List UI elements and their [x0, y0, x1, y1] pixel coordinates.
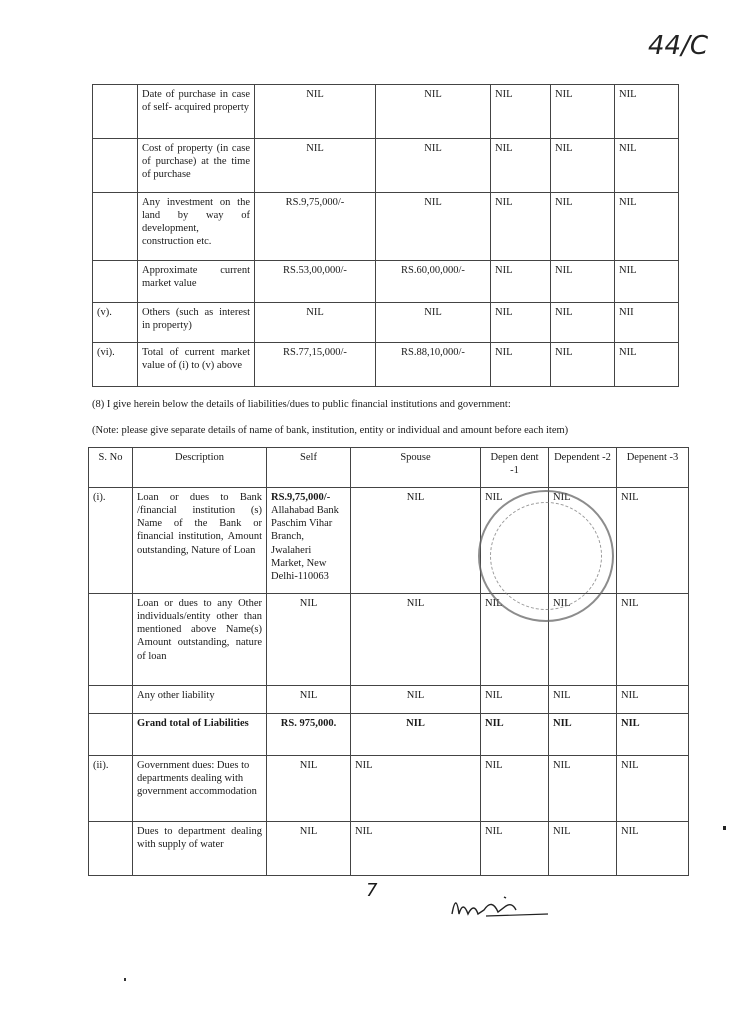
row-dependent-2: NIL: [549, 714, 617, 756]
row-dependent-2: NIL: [551, 193, 615, 261]
liabilities-table: [88, 447, 689, 876]
row-spouse: NIL: [351, 594, 481, 686]
row-sno: (i).: [89, 488, 133, 594]
row-description: Cost of property (in case of purchase) at the time of purchase: [138, 139, 255, 193]
table-row: [93, 303, 679, 343]
row-self: RS.53,00,000/-: [255, 261, 376, 303]
row-dependent-3: NIL: [615, 193, 679, 261]
row-dependent-3: NIL: [617, 594, 689, 686]
row-self: NIL: [267, 686, 351, 714]
row-dependent-3: NIL: [617, 822, 689, 876]
grand-total-row: [89, 714, 689, 756]
row-description: Date of purchase in case of self- acquired property: [138, 85, 255, 139]
header-spouse: Spouse: [351, 448, 481, 488]
table-row: [93, 343, 679, 387]
row-spouse: NIL: [376, 139, 491, 193]
row-dependent-3: NIL: [615, 85, 679, 139]
table-row: [93, 193, 679, 261]
row-self: NIL: [255, 139, 376, 193]
table-row: [93, 261, 679, 303]
row-dependent-1: NIL: [491, 193, 551, 261]
row-dependent-2: NIL: [549, 686, 617, 714]
row-sno: (ii).: [89, 756, 133, 822]
row-dependent-3: NIL: [617, 714, 689, 756]
header-dependent-1: Depen dent -1: [481, 448, 549, 488]
row-dependent-1: NIL: [481, 488, 549, 594]
row-dependent-1: NIL: [491, 343, 551, 387]
header-dependent-3: Depenent -3: [617, 448, 689, 488]
row-sno: [93, 85, 138, 139]
row-dependent-2: NIL: [549, 822, 617, 876]
row-self: RS.77,15,000/-: [255, 343, 376, 387]
assets-table: [92, 84, 679, 387]
row-dependent-1: NIL: [481, 822, 549, 876]
signature-underline: [486, 914, 548, 916]
row-description: Any other liability: [133, 686, 267, 714]
row-spouse: NIL: [351, 756, 481, 822]
signature: [448, 888, 553, 928]
row-dependent-2: NIL: [551, 303, 615, 343]
row-self: NIL: [255, 85, 376, 139]
table-header-row: [89, 448, 689, 488]
row-self: NIL: [267, 822, 351, 876]
row-self: NIL: [267, 756, 351, 822]
row-dependent-1: NIL: [491, 139, 551, 193]
row-dependent-3: NIL: [615, 139, 679, 193]
row-sno: [89, 686, 133, 714]
table-row: [89, 594, 689, 686]
row-self: NIL: [267, 594, 351, 686]
table-row: [89, 822, 689, 876]
row-dependent-2: NIL: [549, 594, 617, 686]
liabilities-intro: (8) I give herein below the details of liabilities/dues to public financial institutions and government:: [92, 399, 511, 410]
signature-stroke: [452, 903, 516, 914]
row-dependent-1: NIL: [491, 261, 551, 303]
row-self: NIL: [255, 303, 376, 343]
row-dependent-1: NIL: [491, 85, 551, 139]
row-self: RS. 975,000.: [267, 714, 351, 756]
row-spouse: NIL: [351, 714, 481, 756]
row-sno: (vi).: [93, 343, 138, 387]
table-row: [93, 139, 679, 193]
row-spouse: NIL: [376, 85, 491, 139]
row-sno: [89, 594, 133, 686]
row-self: [267, 488, 351, 594]
row-description: Dues to department dealing with supply of water: [133, 822, 267, 876]
row-spouse: NIL: [376, 193, 491, 261]
row-description: Loan or dues to any Other individuals/entity other than mentioned above Name(s) Amount outstanding, nature of loan: [133, 594, 267, 686]
row-dependent-1: NIL: [481, 594, 549, 686]
bank-details: Allahabad Bank Paschim Vihar Branch, Jwalaheri Market, New Delhi-110063: [271, 505, 339, 582]
row-dependent-1: NIL: [481, 714, 549, 756]
header-sno: S. No: [89, 448, 133, 488]
row-dependent-2: NIL: [551, 139, 615, 193]
row-dependent-3: NIL: [617, 488, 689, 594]
row-dependent-3: NIL: [617, 756, 689, 822]
row-dependent-3: NIL: [615, 343, 679, 387]
row-sno: (v).: [93, 303, 138, 343]
row-description: Others (such as interest in property): [138, 303, 255, 343]
row-dependent-1: NIL: [481, 756, 549, 822]
row-dependent-2: NIL: [551, 261, 615, 303]
row-dependent-3: NIL: [615, 261, 679, 303]
row-dependent-2: NIL: [551, 85, 615, 139]
row-spouse: NIL: [351, 488, 481, 594]
row-sno: [93, 261, 138, 303]
scan-speck: [723, 826, 726, 830]
row-spouse: NIL: [351, 822, 481, 876]
loan-amount: RS.9,75,000/-: [271, 492, 331, 503]
row-sno: [93, 193, 138, 261]
row-dependent-1: NIL: [481, 686, 549, 714]
row-dependent-2: NIL: [549, 488, 617, 594]
official-stamp: [478, 490, 614, 622]
row-description: Loan or dues to Bank /financial institution (s) Name of the Bank or financial institution, Amount outstanding, Nature of Loan: [133, 488, 267, 594]
row-dependent-2: NIL: [549, 756, 617, 822]
page-mark: 44/C: [648, 31, 708, 61]
row-spouse: RS.88,10,000/-: [376, 343, 491, 387]
liabilities-note: (Note: please give separate details of name of bank, institution, entity or individual and amount before each item): [92, 425, 569, 436]
row-dependent-1: NIL: [491, 303, 551, 343]
header-description: Description: [133, 448, 267, 488]
row-dependent-3: NII: [615, 303, 679, 343]
row-dependent-2: NIL: [551, 343, 615, 387]
row-dependent-3: NIL: [617, 686, 689, 714]
row-description: Grand total of Liabilities: [133, 714, 267, 756]
table-row: [93, 85, 679, 139]
row-sno: [89, 714, 133, 756]
table-row: [89, 756, 689, 822]
row-description: Any investment on the land by way of development, construction etc.: [138, 193, 255, 261]
row-description: Total of current market value of (i) to (v) above: [138, 343, 255, 387]
row-description: Approximate current market value: [138, 261, 255, 303]
stamp-inner-ring: [490, 502, 602, 610]
row-sno: [93, 139, 138, 193]
header-dependent-2: Dependent -2: [549, 448, 617, 488]
row-spouse: NIL: [351, 686, 481, 714]
signature-dot: [504, 897, 506, 898]
row-description: Government dues: Dues to departments dealing with government accommodation: [133, 756, 267, 822]
row-sno: [89, 822, 133, 876]
row-spouse: NIL: [376, 303, 491, 343]
row-spouse: RS.60,00,000/-: [376, 261, 491, 303]
row-self: RS.9,75,000/-: [255, 193, 376, 261]
scan-speck: [124, 978, 126, 981]
table-row: [89, 686, 689, 714]
header-self: Self: [267, 448, 351, 488]
page-number: 7: [366, 880, 378, 901]
